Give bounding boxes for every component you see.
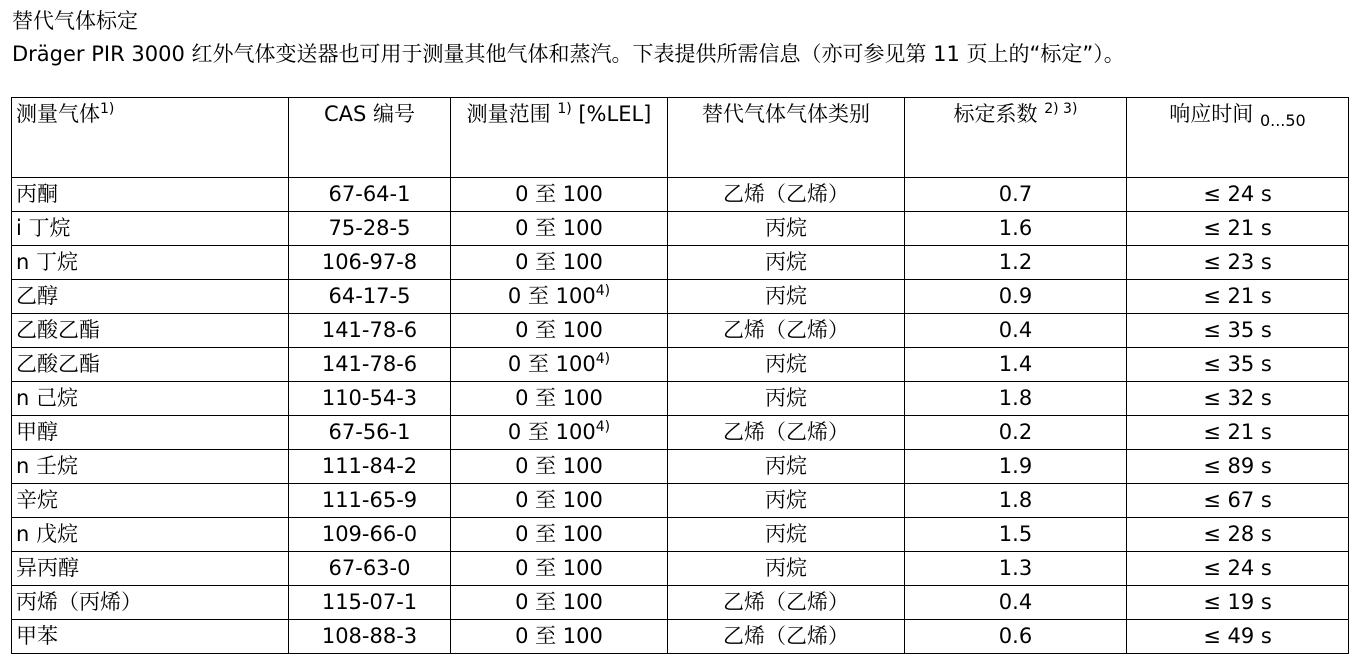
cell-range [451, 450, 668, 484]
cell-factor: 0.6 [905, 620, 1127, 654]
header-response [1127, 98, 1349, 178]
header-factor-label: 标定系数 [953, 102, 1038, 126]
header-factor [905, 98, 1127, 178]
cell-substitute: 丙烷 [668, 382, 905, 416]
header-range-footnote: 1) [557, 101, 572, 117]
cell-response: ≤ 49 s [1127, 620, 1349, 654]
cell-gas: 异丙醇 [12, 552, 289, 586]
cell-cas: 106-97-8 [289, 246, 451, 280]
cell-range-value: 0 至 100 [515, 454, 603, 478]
cell-range [451, 178, 668, 212]
cell-gas: n 壬烷 [12, 450, 289, 484]
cell-cas: 64-17-5 [289, 280, 451, 314]
cell-substitute: 乙烯（乙烯） [668, 586, 905, 620]
cell-factor: 1.5 [905, 518, 1127, 552]
cell-substitute: 丙烷 [668, 246, 905, 280]
table-row [12, 246, 1349, 280]
cell-gas: 乙醇 [12, 280, 289, 314]
cell-range [451, 416, 668, 450]
cell-range [451, 246, 668, 280]
cell-factor: 0.2 [905, 416, 1127, 450]
cell-gas: n 戊烷 [12, 518, 289, 552]
cell-factor: 1.4 [905, 348, 1127, 382]
cell-substitute: 乙烯（乙烯） [668, 178, 905, 212]
cell-response: ≤ 21 s [1127, 212, 1349, 246]
cell-response: ≤ 21 s [1127, 416, 1349, 450]
cell-range [451, 314, 668, 348]
cell-range [451, 212, 668, 246]
header-range-unit: [%LEL] [571, 102, 652, 126]
cell-substitute: 丙烷 [668, 280, 905, 314]
cell-factor: 0.4 [905, 586, 1127, 620]
cell-range [451, 348, 668, 382]
cell-cas: 108-88-3 [289, 620, 451, 654]
cell-response: ≤ 35 s [1127, 314, 1349, 348]
header-response-label: 响应时间 [1169, 102, 1254, 126]
table-row [12, 450, 1349, 484]
cell-substitute: 丙烷 [668, 552, 905, 586]
cell-range [451, 620, 668, 654]
table-row [12, 518, 1349, 552]
cell-factor: 1.9 [905, 450, 1127, 484]
cell-cas: 111-65-9 [289, 484, 451, 518]
cell-factor: 0.4 [905, 314, 1127, 348]
cell-gas: 丙烯（丙烯） [12, 586, 289, 620]
cell-cas: 109-66-0 [289, 518, 451, 552]
header-gas [12, 98, 289, 178]
header-cas: CAS 编号 [289, 98, 451, 178]
cell-cas: 75-28-5 [289, 212, 451, 246]
table-row [12, 178, 1349, 212]
cell-gas: n 己烷 [12, 382, 289, 416]
cell-range [451, 382, 668, 416]
cell-gas: 乙酸乙酯 [12, 314, 289, 348]
intro-text: Dräger PIR 3000 红外气体变送器也可用于测量其他气体和蒸汽。下表提供所需信息（亦可参见第 11 页上的“标定”）。 [12, 42, 1125, 66]
cell-range-value: 0 至 100 [515, 590, 603, 614]
cell-substitute: 丙烷 [668, 518, 905, 552]
cell-response: ≤ 32 s [1127, 382, 1349, 416]
cell-response: ≤ 19 s [1127, 586, 1349, 620]
cell-gas: 丙酮 [12, 178, 289, 212]
cell-response: ≤ 23 s [1127, 246, 1349, 280]
header-substitute: 替代气体气体类别 [668, 98, 905, 178]
cell-cas: 67-64-1 [289, 178, 451, 212]
cell-range [451, 586, 668, 620]
cell-range-value: 0 至 100 [515, 250, 603, 274]
table-row [12, 620, 1349, 654]
table-row [12, 212, 1349, 246]
cell-range [451, 484, 668, 518]
cell-range-value: 0 至 100 [515, 522, 603, 546]
cell-factor: 0.9 [905, 280, 1127, 314]
cell-cas: 110-54-3 [289, 382, 451, 416]
table-row [12, 280, 1349, 314]
cell-range [451, 280, 668, 314]
header-response-subscript: 0...50 [1259, 111, 1306, 130]
cell-cas: 111-84-2 [289, 450, 451, 484]
cell-range-value: 0 至 100 [515, 556, 603, 580]
cell-substitute: 乙烯（乙烯） [668, 314, 905, 348]
cell-factor: 1.8 [905, 382, 1127, 416]
cell-gas: 甲苯 [12, 620, 289, 654]
cell-response: ≤ 89 s [1127, 450, 1349, 484]
header-gas-footnote: 1) [100, 101, 115, 117]
cell-range-value: 0 至 100 [507, 420, 596, 444]
cell-range-value: 0 至 100 [515, 318, 603, 342]
cell-substitute: 丙烷 [668, 348, 905, 382]
cell-range-value: 0 至 100 [515, 216, 603, 240]
table-row [12, 484, 1349, 518]
table-body [12, 178, 1349, 654]
cell-cas: 67-56-1 [289, 416, 451, 450]
cell-response: ≤ 21 s [1127, 280, 1349, 314]
cell-substitute: 丙烷 [668, 484, 905, 518]
cell-range-footnote: 4) [595, 351, 611, 367]
table-row [12, 382, 1349, 416]
cell-gas: 甲醇 [12, 416, 289, 450]
header-range-label: 测量范围 [466, 102, 551, 126]
cell-response: ≤ 35 s [1127, 348, 1349, 382]
table-row [12, 586, 1349, 620]
table-row [12, 552, 1349, 586]
cell-substitute: 乙烯（乙烯） [668, 620, 905, 654]
cell-range-value: 0 至 100 [507, 284, 596, 308]
cell-cas: 67-63-0 [289, 552, 451, 586]
cell-factor: 1.8 [905, 484, 1127, 518]
cell-gas: i 丁烷 [12, 212, 289, 246]
cell-range [451, 518, 668, 552]
cell-range-value: 0 至 100 [515, 182, 603, 206]
header-range [451, 98, 668, 178]
cell-cas: 141-78-6 [289, 314, 451, 348]
cell-factor: 0.7 [905, 178, 1127, 212]
cell-response: ≤ 24 s [1127, 552, 1349, 586]
cell-range-value: 0 至 100 [515, 624, 603, 648]
page-heading: 替代气体标定 [12, 9, 138, 33]
cell-factor: 1.6 [905, 212, 1127, 246]
gas-calibration-table [11, 97, 1349, 654]
header-factor-footnote: 2) 3) [1044, 101, 1078, 117]
table-row [12, 348, 1349, 382]
cell-gas: n 丁烷 [12, 246, 289, 280]
cell-gas: 乙酸乙酯 [12, 348, 289, 382]
cell-substitute: 丙烷 [668, 212, 905, 246]
cell-response: ≤ 24 s [1127, 178, 1349, 212]
cell-response: ≤ 67 s [1127, 484, 1349, 518]
cell-gas: 辛烷 [12, 484, 289, 518]
cell-cas: 115-07-1 [289, 586, 451, 620]
cell-response: ≤ 28 s [1127, 518, 1349, 552]
cell-factor: 1.2 [905, 246, 1127, 280]
cell-range [451, 552, 668, 586]
cell-factor: 1.3 [905, 552, 1127, 586]
cell-cas: 141-78-6 [289, 348, 451, 382]
cell-range-footnote: 4) [595, 419, 611, 435]
cell-substitute: 乙烯（乙烯） [668, 416, 905, 450]
cell-range-value: 0 至 100 [507, 352, 596, 376]
cell-range-value: 0 至 100 [515, 386, 603, 410]
table-header-row [12, 98, 1349, 178]
table-row [12, 314, 1349, 348]
cell-range-value: 0 至 100 [515, 488, 603, 512]
header-gas-label: 测量气体 [16, 102, 100, 126]
cell-range-footnote: 4) [595, 283, 611, 299]
cell-substitute: 丙烷 [668, 450, 905, 484]
table-row [12, 416, 1349, 450]
